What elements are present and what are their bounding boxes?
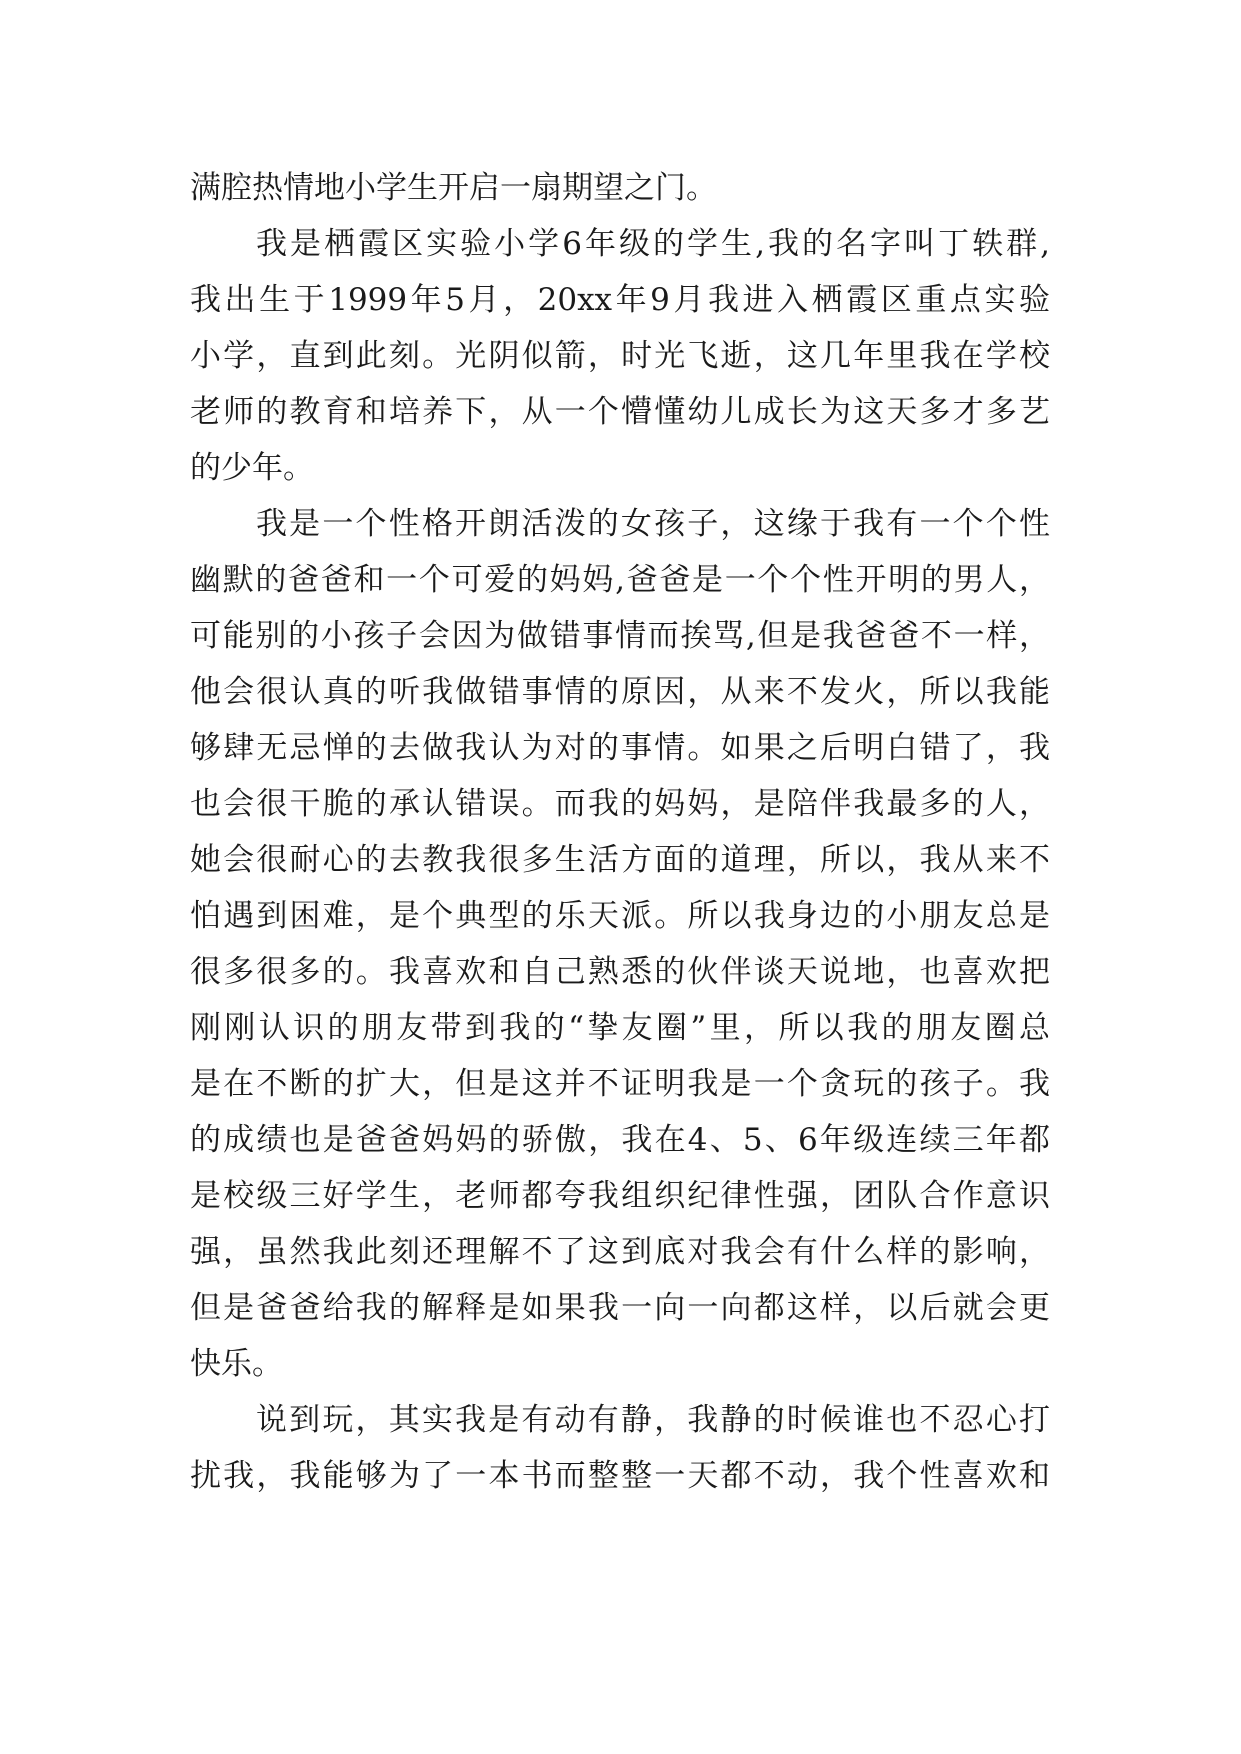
text-line: 的成绩也是爸爸妈妈的骄傲，我在4、5、6年级连续三年都 [190,1122,1050,1158]
text-line: 幽默的爸爸和一个可爱的妈妈,爸爸是一个个性开明的男人， [190,562,1050,598]
text-line: 我出生于1999年5月，20xx年9月我进入栖霞区重点实验 [190,282,1050,318]
text-line: 我是栖霞区实验小学6年级的学生,我的名字叫丁轶群, [256,226,1050,262]
text-line: 老师的教育和培养下，从一个懵懂幼儿成长为这天多才多艺 [190,394,1050,430]
paragraph-2 [190,216,1050,496]
text-line: 怕遇到困难，是个典型的乐天派。所以我身边的小朋友总是 [190,898,1050,934]
text-line: 够肆无忌惮的去做我认为对的事情。如果之后明白错了，我 [190,730,1050,766]
text-line: 快乐。 [190,1346,283,1382]
text-line: 是校级三好学生，老师都夸我组织纪律性强，团队合作意识 [190,1178,1050,1214]
text-line: 满腔热情地小学生开启一扇期望之门。 [190,170,717,206]
text-line: 小学，直到此刻。光阴似箭，时光飞逝，这几年里我在学校 [190,338,1050,374]
text-line: 也会很干脆的承认错误。而我的妈妈，是陪伴我最多的人， [190,786,1050,822]
text-line: 的少年。 [190,450,314,486]
text-line: 扰我，我能够为了一本书而整整一天都不动，我个性喜欢和 [190,1458,1050,1494]
text-line: 她会很耐心的去教我很多生活方面的道理，所以，我从来不 [190,842,1050,878]
text-line: 刚刚认识的朋友带到我的“挚友圈”里，所以我的朋友圈总 [190,1010,1050,1046]
text-line: 但是爸爸给我的解释是如果我一向一向都这样，以后就会更 [190,1290,1050,1326]
text-line: 强，虽然我此刻还理解不了这到底对我会有什么样的影响， [190,1234,1050,1270]
paragraph-1 [190,160,1050,216]
paragraph-3 [190,496,1050,1392]
text-line: 很多很多的。我喜欢和自己熟悉的伙伴谈天说地，也喜欢把 [190,954,1050,990]
text-line: 我是一个性格开朗活泼的女孩子，这缘于我有一个个性 [256,506,1050,542]
text-line: 是在不断的扩大，但是这并不证明我是一个贪玩的孩子。我 [190,1066,1050,1102]
document-body [190,160,1050,1504]
paragraph-4 [190,1392,1050,1504]
text-line: 说到玩，其实我是有动有静，我静的时候谁也不忍心打 [256,1402,1050,1438]
text-line: 他会很认真的听我做错事情的原因，从来不发火，所以我能 [190,674,1050,710]
text-line: 可能别的小孩子会因为做错事情而挨骂,但是我爸爸不一样， [190,618,1050,654]
